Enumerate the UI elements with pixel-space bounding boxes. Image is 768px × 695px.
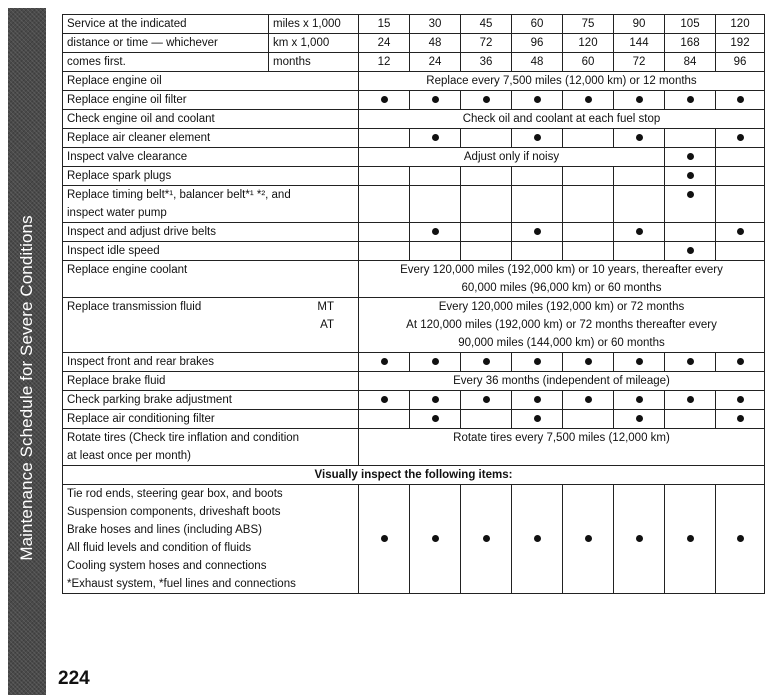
km-value: 72	[461, 34, 512, 53]
miles-value: 15	[359, 15, 410, 34]
item-label: Inspect front and rear brakes	[63, 353, 359, 372]
service-dot	[737, 96, 744, 103]
row-coolant	[63, 261, 765, 298]
row-visual-items	[63, 485, 765, 594]
service-dot	[687, 396, 694, 403]
visual-item: Brake hoses and lines (including ABS)	[67, 524, 262, 536]
row-spark	[63, 167, 765, 186]
service-dot	[636, 415, 643, 422]
row-check-oil	[63, 110, 765, 129]
km-value: 144	[614, 34, 665, 53]
item-note: Every 36 months (independent of mileage)	[359, 372, 765, 391]
miles-value: 60	[512, 15, 563, 34]
row-idle	[63, 242, 765, 261]
row-engine-oil	[63, 72, 765, 91]
item-label: Replace engine oil	[63, 72, 359, 91]
item-label: Inspect valve clearance	[63, 148, 359, 167]
at-label: AT	[320, 319, 334, 331]
service-dot	[483, 358, 490, 365]
service-dot	[534, 396, 541, 403]
months-value: 84	[665, 53, 716, 72]
item-note: Check oil and coolant at each fuel stop	[359, 110, 765, 129]
service-dot	[737, 535, 744, 542]
miles-value: 75	[563, 15, 614, 34]
item-note: Rotate tires every 7,500 miles (12,000 km)	[359, 429, 765, 466]
service-dot	[381, 535, 388, 542]
sidebar-title: Maintenance Schedule for Severe Conditions	[17, 215, 36, 561]
service-dot	[483, 396, 490, 403]
service-dot	[381, 96, 388, 103]
months-value: 72	[614, 53, 665, 72]
service-dot	[534, 134, 541, 141]
km-value: 120	[563, 34, 614, 53]
service-dot	[432, 415, 439, 422]
item-note-line: Every 120,000 miles (192,000 km) or 10 years, thereafter every	[400, 264, 723, 276]
visual-items-list	[63, 485, 359, 594]
row-air-cleaner	[63, 129, 765, 148]
row-ac-filter	[63, 410, 765, 429]
item-note	[359, 261, 765, 298]
header-label-3: comes first.	[63, 53, 269, 72]
months-value: 60	[563, 53, 614, 72]
service-dot	[534, 535, 541, 542]
months-value: 36	[461, 53, 512, 72]
visual-item: Cooling system hoses and connections	[67, 560, 267, 572]
item-label-line: at least once per month)	[67, 450, 192, 462]
service-dot	[687, 191, 694, 198]
item-label-line: inspect water pump	[67, 207, 167, 219]
item-label: Inspect idle speed	[63, 242, 359, 261]
item-note-line: 60,000 miles (96,000 km) or 60 months	[461, 282, 662, 294]
row-oil-filter	[63, 91, 765, 110]
service-dot	[636, 228, 643, 235]
months-value: 96	[716, 53, 765, 72]
service-dot	[381, 396, 388, 403]
header-label-1: Service at the indicated	[63, 15, 269, 34]
row-visual-heading	[63, 466, 765, 485]
visual-heading: Visually inspect the following items:	[63, 466, 765, 485]
at-note-line: At 120,000 miles (192,000 km) or 72 months thereafter every	[406, 319, 717, 331]
visual-item: Tie rod ends, steering gear box, and boots	[67, 488, 283, 500]
service-dot	[483, 535, 490, 542]
service-dot	[687, 358, 694, 365]
km-value: 192	[716, 34, 765, 53]
service-dot	[737, 415, 744, 422]
header-row-km	[63, 34, 765, 53]
miles-value: 30	[410, 15, 461, 34]
row-transmission	[63, 298, 765, 353]
service-dot	[432, 396, 439, 403]
item-label: Inspect and adjust drive belts	[63, 223, 359, 242]
months-value: 12	[359, 53, 410, 72]
row-brakes	[63, 353, 765, 372]
item-label	[63, 186, 359, 223]
row-timing	[63, 186, 765, 223]
mt-label: MT	[317, 301, 334, 313]
item-label: Check engine oil and coolant	[63, 110, 359, 129]
row-drive-belts	[63, 223, 765, 242]
unit-miles: miles x 1,000	[269, 15, 359, 34]
service-dot	[636, 535, 643, 542]
miles-value: 90	[614, 15, 665, 34]
at-note-line: 90,000 miles (144,000 km) or 60 months	[458, 337, 665, 349]
service-dot	[737, 358, 744, 365]
service-dot	[687, 153, 694, 160]
item-label: Replace air conditioning filter	[63, 410, 359, 429]
months-value: 48	[512, 53, 563, 72]
service-dot	[432, 358, 439, 365]
service-dot	[636, 396, 643, 403]
unit-km: km x 1,000	[269, 34, 359, 53]
miles-value: 120	[716, 15, 765, 34]
service-dot	[585, 396, 592, 403]
service-dot	[585, 535, 592, 542]
item-label	[63, 298, 359, 353]
service-dot	[636, 96, 643, 103]
service-dot	[534, 358, 541, 365]
service-dot	[585, 96, 592, 103]
km-value: 96	[512, 34, 563, 53]
mt-note: Every 120,000 miles (192,000 km) or 72 months	[438, 301, 685, 313]
service-dot	[534, 415, 541, 422]
maintenance-table	[62, 14, 765, 594]
sidebar-tab	[8, 8, 46, 695]
row-valve	[63, 148, 765, 167]
service-dot	[687, 96, 694, 103]
service-dot	[687, 172, 694, 179]
miles-value: 105	[665, 15, 716, 34]
service-dot	[432, 96, 439, 103]
item-label-text: Replace transmission fluid	[67, 301, 202, 313]
miles-value: 45	[461, 15, 512, 34]
visual-item: All fluid levels and condition of fluids	[67, 542, 252, 554]
service-dot	[534, 96, 541, 103]
header-row-miles	[63, 15, 765, 34]
item-label: Replace engine coolant	[63, 261, 359, 298]
service-dot	[737, 396, 744, 403]
service-dot	[687, 247, 694, 254]
service-dot	[585, 358, 592, 365]
row-tires	[63, 429, 765, 466]
km-value: 24	[359, 34, 410, 53]
service-dot	[432, 228, 439, 235]
service-dot	[687, 535, 694, 542]
item-label-line: Rotate tires (Check tire inflation and condition	[67, 432, 300, 444]
service-dot	[483, 96, 490, 103]
row-parking	[63, 391, 765, 410]
item-label-line: Replace timing belt*¹, balancer belt*¹ *², and	[67, 189, 291, 201]
service-dot	[432, 535, 439, 542]
unit-months: months	[269, 53, 359, 72]
km-value: 48	[410, 34, 461, 53]
service-dot	[381, 358, 388, 365]
header-label-2: distance or time — whichever	[63, 34, 269, 53]
item-note: Replace every 7,500 miles (12,000 km) or 12 months	[359, 72, 765, 91]
item-label	[63, 429, 359, 466]
service-dot	[636, 134, 643, 141]
service-dot	[737, 134, 744, 141]
row-brake-fluid	[63, 372, 765, 391]
item-label: Replace brake fluid	[63, 372, 359, 391]
item-note: Adjust only if noisy	[359, 148, 665, 167]
service-dot	[534, 228, 541, 235]
service-dot	[636, 358, 643, 365]
visual-item: *Exhaust system, *fuel lines and connections	[67, 578, 296, 590]
item-label: Replace air cleaner element	[63, 129, 359, 148]
km-value: 168	[665, 34, 716, 53]
item-label: Replace engine oil filter	[63, 91, 359, 110]
months-value: 24	[410, 53, 461, 72]
header-row-months	[63, 53, 765, 72]
item-note	[359, 298, 765, 353]
item-label: Check parking brake adjustment	[63, 391, 359, 410]
page-number: 224	[58, 668, 90, 689]
service-dot	[737, 228, 744, 235]
item-label: Replace spark plugs	[63, 167, 359, 186]
service-dot	[432, 134, 439, 141]
visual-item: Suspension components, driveshaft boots	[67, 506, 281, 518]
